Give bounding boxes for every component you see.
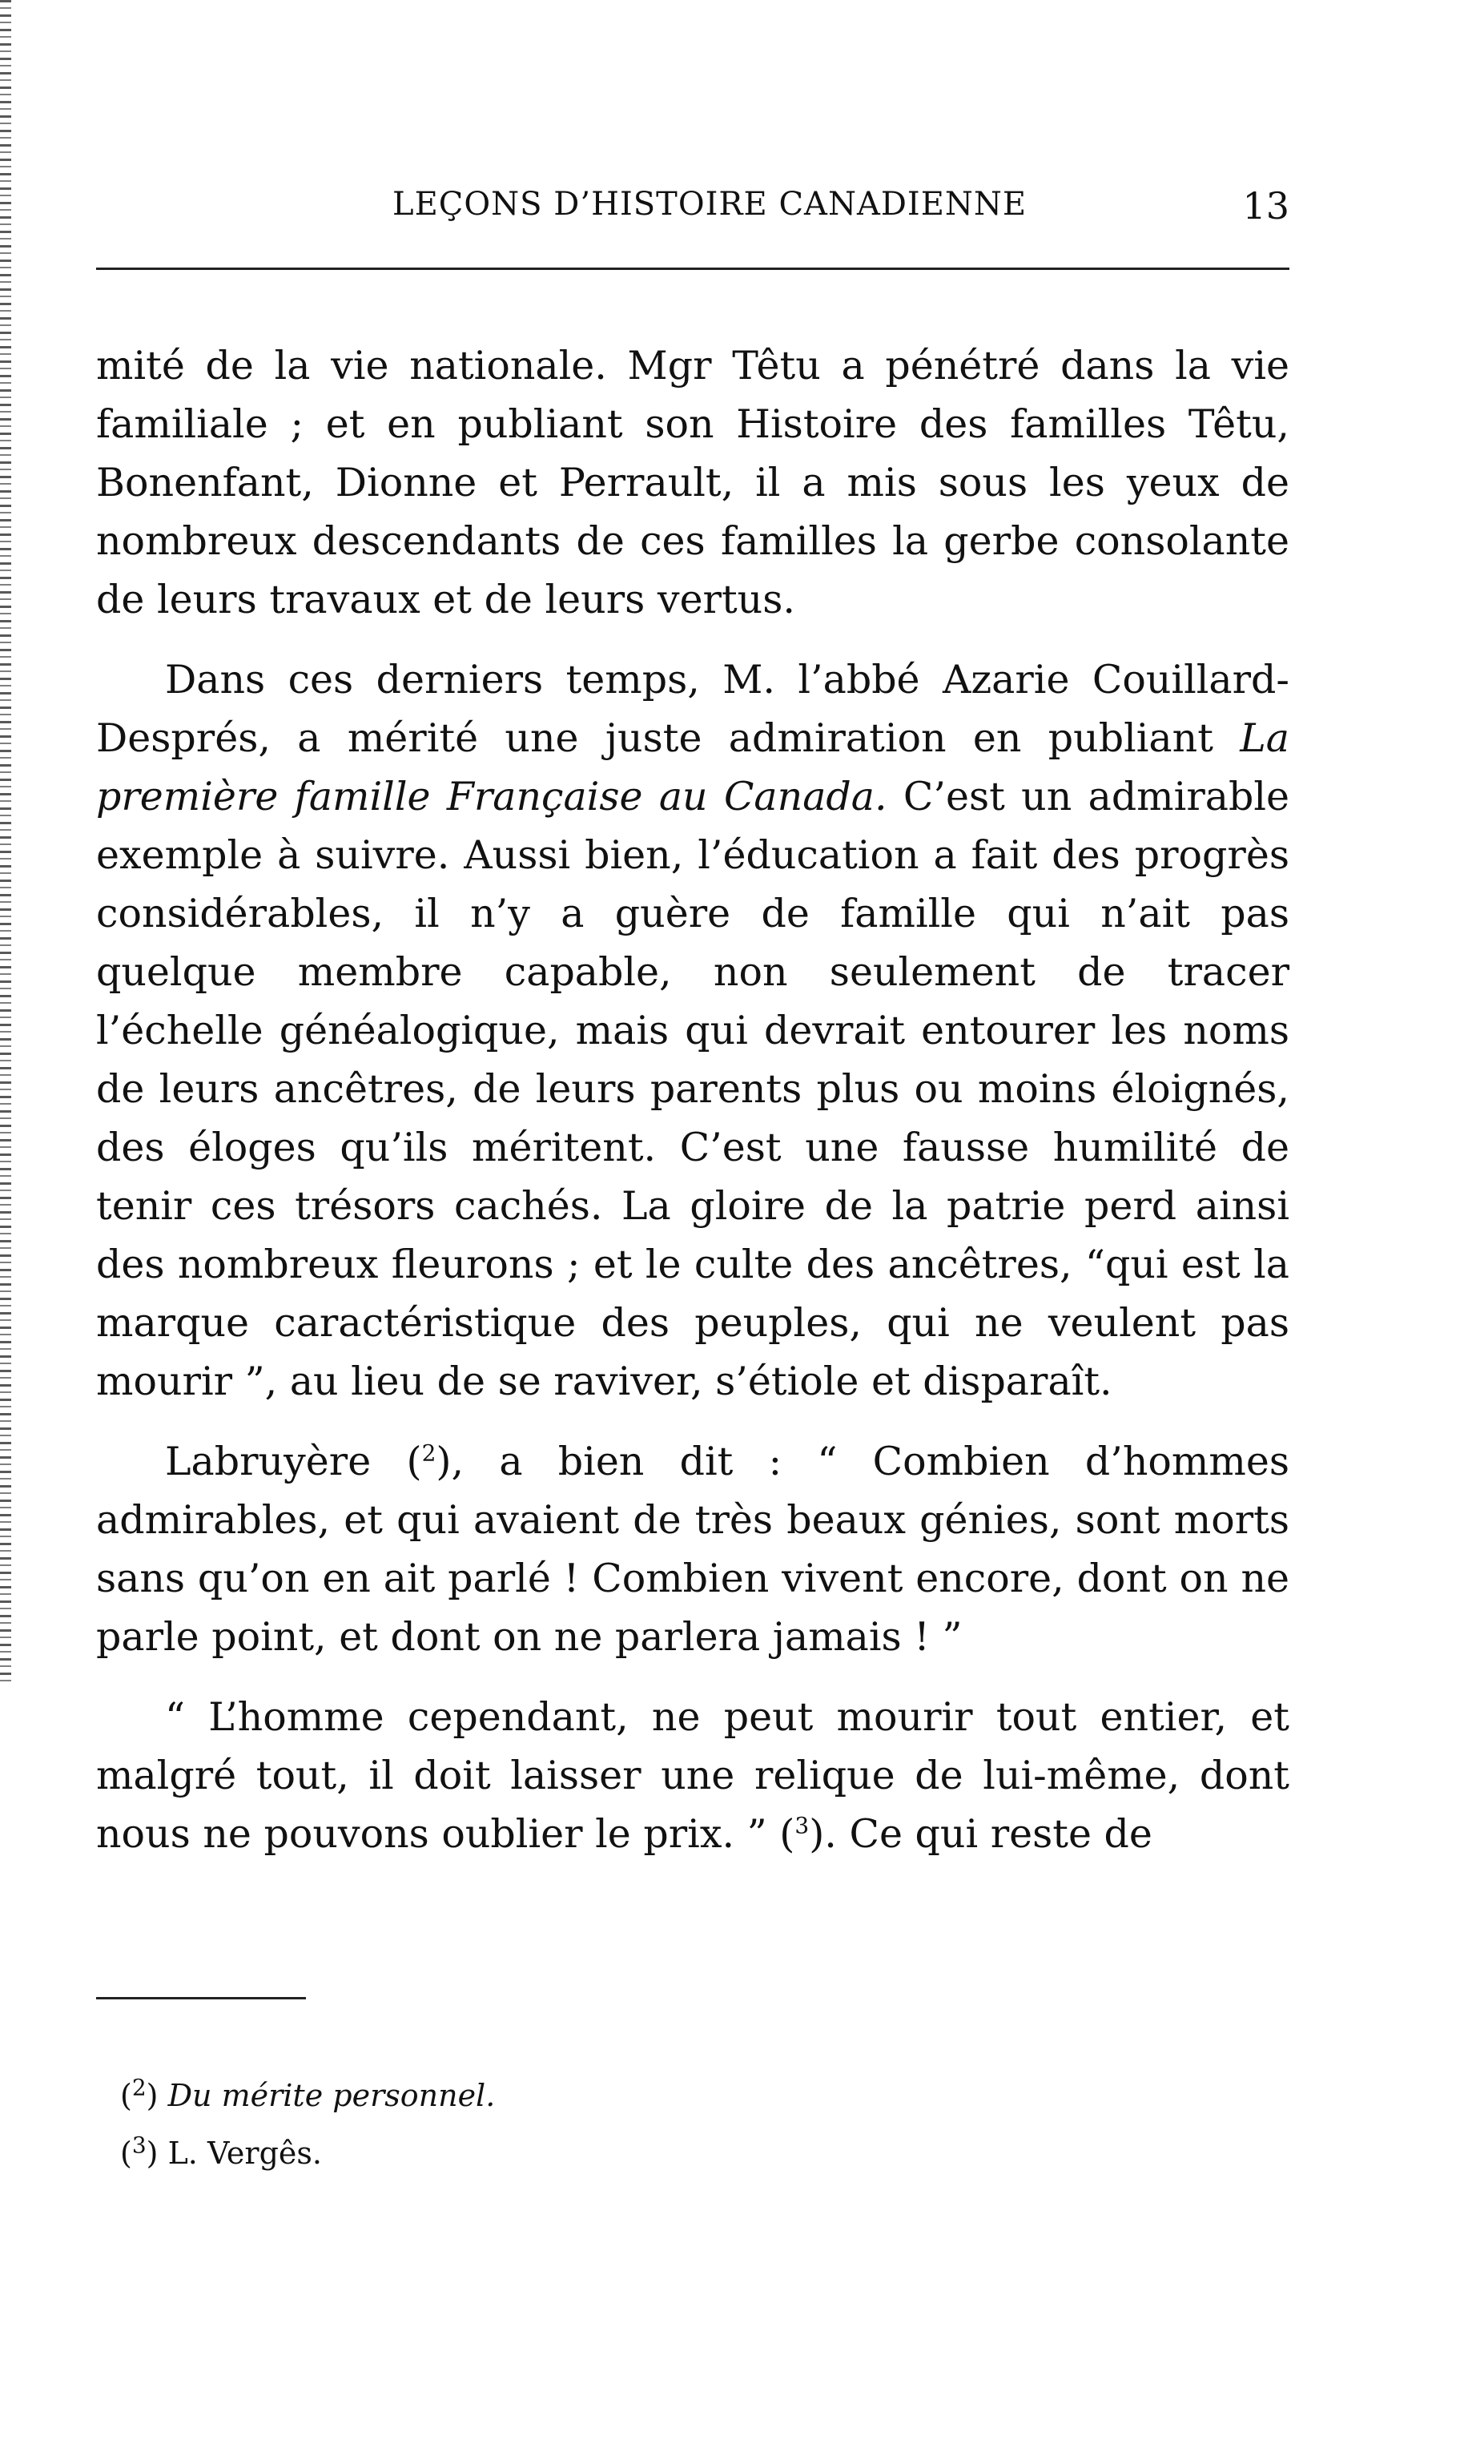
footnote-reference: 3 xyxy=(794,1812,810,1839)
running-head xyxy=(96,186,1289,234)
paragraph-text: mité de la vie nationale. Mgr Têtu a pénétré dans la vie familiale ; et en publiant son Histoire des familles Têtu, Bonenfant, Dionne et Perrault, il a mis sous les yeux de nombreux descendants de ces familles la gerbe consolante de leurs travaux et de leurs vertus. xyxy=(96,343,1289,622)
footnote: ($^2$) Du mérite personnel. xyxy=(120,2074,496,2113)
footnote: ($^3$) L. Vergês. xyxy=(120,2132,322,2171)
footnote-marker: 3 xyxy=(131,2132,147,2159)
footnotes xyxy=(120,2067,1161,2182)
footnote-text: Du mérite personnel. xyxy=(167,2078,496,2113)
footnote-rule xyxy=(96,1997,306,1999)
paragraph xyxy=(96,1688,1289,1863)
binding-edge xyxy=(0,0,11,1682)
paragraph-text: ), a bien dit : “ Combien d’hommes admirables, et qui avaient de très beaux génies, sont morts sans qu’on en ait parlé ! Combien vivent encore, dont on ne parle point, et dont on ne parlera jamais ! ” xyxy=(96,1439,1289,1660)
paragraph-text: Labruyère ( xyxy=(165,1439,422,1484)
footnote-text: L. Vergês. xyxy=(167,2136,322,2171)
footnote-reference: 2 xyxy=(421,1439,436,1467)
paragraph-text: Dans ces derniers temps, M. l’abbé Azarie Couillard-Després, a mérité une juste admiration en publiant xyxy=(96,657,1289,761)
running-title: LEÇONS D’HISTOIRE CANADIENNE xyxy=(392,186,1028,223)
page-number: 13 xyxy=(1242,184,1289,227)
paragraph-text: “ L’homme cependant, ne peut mourir tout entier, et malgré tout, il doit laisser une relique de lui-même, dont nous ne pouvons oublier le prix. ” ( xyxy=(96,1694,1289,1857)
paragraph-text: C’est un admirable exemple à suivre. Aussi bien, l’éducation a fait des progrès considérables, il n’y a guère de famille qui n’ait pas quelque membre capable, non seulement de tracer l’échelle généalogique, mais qui devrait entourer les noms de leurs ancêtres, de leurs parents plus ou moins éloignés, des éloges qu’ils méritent. C’est une fausse humilité de tenir ces trésors cachés. La gloire de la patrie perd ainsi des nombreux fleurons ; et le culte des ancêtres, “qui est la marque caractéristique des peuples, qui ne veulent pas mourir ”, au lieu de se raviver, s’étiole et disparaît. xyxy=(96,774,1289,1404)
paragraph-text: ). Ce qui reste de xyxy=(809,1811,1152,1857)
paragraph xyxy=(96,1432,1289,1666)
book-title: La première famille Française au Canada. xyxy=(96,715,1289,819)
paragraph xyxy=(96,336,1289,629)
body-text xyxy=(96,336,1289,1885)
header-rule xyxy=(96,268,1289,270)
paragraph xyxy=(96,650,1289,1411)
footnote-marker: 2 xyxy=(131,2074,147,2101)
